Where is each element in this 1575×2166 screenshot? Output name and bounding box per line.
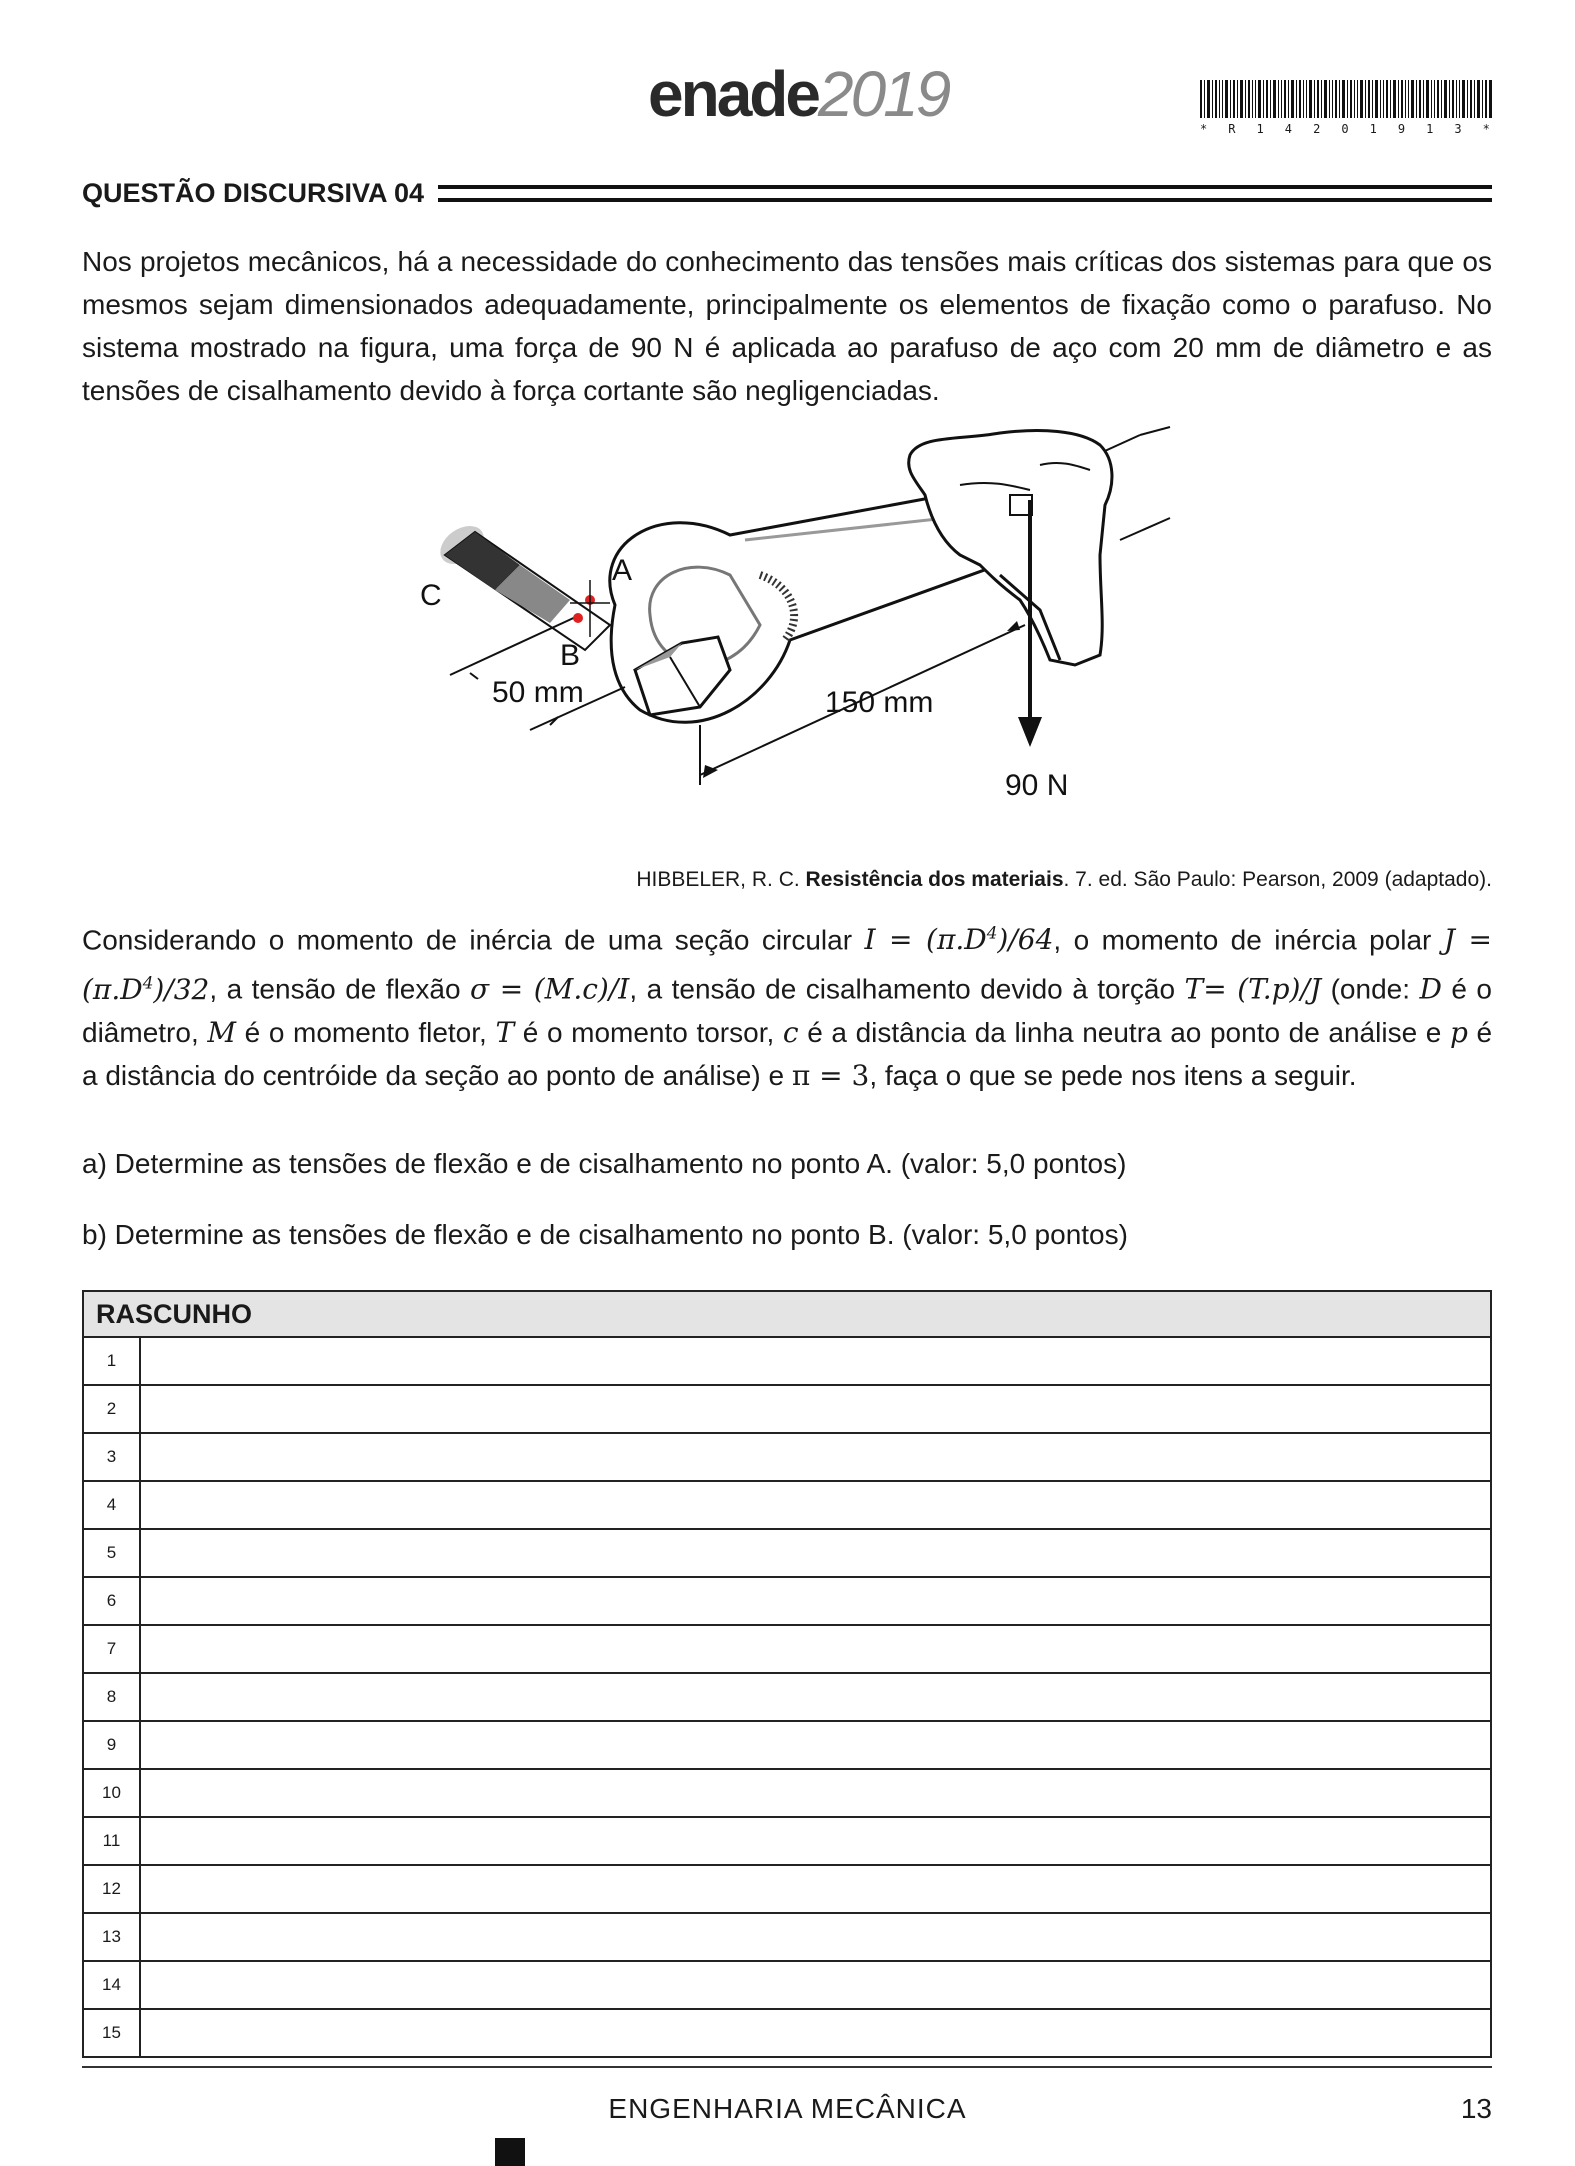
- draft-row[interactable]: 9: [84, 1722, 1490, 1770]
- label-dim-short: 50 mm: [492, 676, 584, 709]
- force-arrow-head: [1018, 717, 1042, 747]
- wrench-figure: [400, 425, 1200, 805]
- footer-course-label: ENGENHARIA MECÂNICA: [608, 2093, 967, 2124]
- formula-polar-inertia: $J = (\pi.D^4)/32$: [82, 923, 1493, 1006]
- draft-row[interactable]: 6: [84, 1578, 1490, 1626]
- label-c: C: [420, 579, 442, 612]
- draft-row[interactable]: 8: [84, 1674, 1490, 1722]
- draft-row[interactable]: 3: [84, 1434, 1490, 1482]
- label-force: 90 N: [1005, 769, 1069, 802]
- item-a: a) Determine as tensões de flexão e de cisalhamento no ponto A. (valor: 5,0 pontos): [82, 1148, 1127, 1179]
- point-b-marker: [573, 613, 583, 623]
- print-crop-mark: [495, 2138, 525, 2166]
- page-number: 13: [1460, 2093, 1492, 2124]
- footer-rule: [82, 2066, 1492, 2068]
- draft-row[interactable]: 5: [84, 1530, 1490, 1578]
- draft-row[interactable]: 13: [84, 1914, 1490, 1962]
- draft-row[interactable]: 4: [84, 1482, 1490, 1530]
- label-b: B: [560, 639, 581, 672]
- formula-torsion-stress: T= (T.p)/J: [1184, 972, 1322, 1006]
- draft-title: RASCUNHO: [84, 1292, 1490, 1338]
- question-title: QUESTÃO DISCURSIVA 04: [82, 178, 425, 208]
- logo-brand: enade: [648, 58, 818, 130]
- logo-year: 2019: [817, 58, 949, 130]
- question-intro: Nos projetos mecânicos, há a necessidade do conhecimento das tensões mais críticas dos sistemas para que os mesmos sejam dimensionados adequadamente, principalmente os elementos de fixação como o parafuso. No sistema mostrado na figura, uma força de 90 N é aplicada ao parafuso de aço com 20 mm de diâmetro e as tensões de cisalhamento devido à força cortante são negligenciadas.: [82, 246, 1492, 406]
- draft-row[interactable]: 14: [84, 1962, 1490, 2010]
- draft-row[interactable]: 7: [84, 1626, 1490, 1674]
- formula-inertia: $I = (\pi.D^4)/64$: [864, 923, 1054, 957]
- draft-row[interactable]: 2: [84, 1386, 1490, 1434]
- draft-table: [82, 1290, 1492, 2058]
- formulas-paragraph: Considerando o momento de inércia de uma seção circular $I = (\pi.D^4)/64$, o momento de inércia polar $J = (\pi.D^4)/32$, a tensão de flexão σ = (M.c)/I, a tensão de cisalhamento devido à torção T= (T.p)/J (onde: D é o diâmetro, M é o momento fletor, T é o momento torsor, c é a distância da linha neutra ao ponto de análise e p é a distância do centróide da seção ao ponto de análise) e π = 3, faça o que se pede nos itens a seguir.: [82, 923, 1493, 1092]
- barcode: [1200, 80, 1492, 118]
- draft-row[interactable]: 15: [84, 2010, 1490, 2056]
- formula-pi: π = 3: [791, 1058, 870, 1092]
- item-b: b) Determine as tensões de flexão e de cisalhamento no ponto B. (valor: 5,0 pontos): [82, 1219, 1128, 1250]
- figure-caption: HIBBELER, R. C. Resistência dos materiais. 7. ed. São Paulo: Pearson, 2009 (adaptado).: [636, 868, 1492, 891]
- formula-bending-stress: σ = (M.c)/I: [470, 972, 630, 1006]
- label-a: A: [612, 554, 633, 587]
- question-title-rule: [438, 185, 1492, 202]
- enade-logo: [648, 58, 949, 130]
- draft-row[interactable]: 10: [84, 1770, 1490, 1818]
- label-dim-long: 150 mm: [825, 686, 934, 719]
- barcode-text: * R 1 4 2 0 1 9 1 3 *: [1200, 122, 1492, 136]
- draft-row[interactable]: 11: [84, 1818, 1490, 1866]
- question-header: [82, 178, 1492, 209]
- draft-row[interactable]: 1: [84, 1338, 1490, 1386]
- draft-row[interactable]: 12: [84, 1866, 1490, 1914]
